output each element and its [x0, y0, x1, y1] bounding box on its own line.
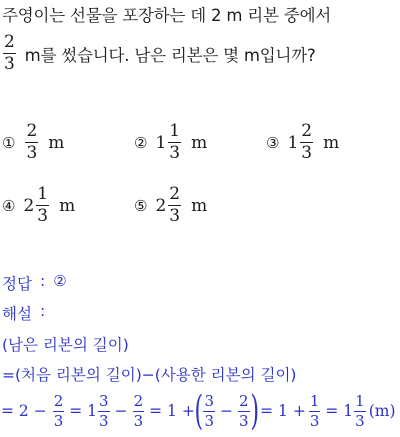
fraction-numerator: 2 — [4, 32, 15, 52]
explanation-label: 해설 — [2, 305, 32, 323]
eq-fraction — [354, 391, 366, 430]
answer-label: 정답 — [2, 275, 32, 293]
eq-fraction — [133, 391, 145, 430]
choice-unit: m — [191, 195, 208, 216]
choice-2[interactable] — [134, 123, 207, 162]
fraction-numerator: 1 — [169, 121, 181, 141]
choice-marker: ② — [134, 133, 148, 152]
question-line-2-text: m를 썼습니다. 남은 리본은 몇 m입니까? — [24, 45, 316, 65]
choice-marker: ④ — [2, 196, 16, 215]
eq-fraction — [238, 391, 250, 430]
choice-whole: 1 — [287, 132, 299, 153]
choice-unit: m — [191, 132, 208, 153]
fraction-numerator: 2 — [238, 391, 249, 410]
eq-term: − — [219, 402, 233, 420]
eq-fraction — [203, 391, 215, 430]
explanation-separator: : — [39, 302, 46, 320]
choice-3[interactable] — [266, 123, 339, 162]
fraction-numerator: 2 — [26, 121, 38, 141]
fraction-denominator: 3 — [37, 206, 49, 226]
choice-fraction — [168, 186, 181, 225]
fraction-numerator: 1 — [355, 391, 365, 410]
fraction-denominator: 3 — [204, 411, 214, 430]
eq-term: = 1 + — [260, 402, 306, 420]
right-paren: ) — [250, 388, 259, 434]
choice-1[interactable] — [2, 123, 64, 162]
question-line-1: 주영이는 선물을 포장하는 데 2 m 리본 중에서 — [2, 6, 332, 25]
choice-fraction — [25, 123, 38, 162]
eq-unit: (m) — [368, 402, 396, 420]
choice-marker: ③ — [266, 133, 280, 152]
fraction-numerator: 2 — [301, 121, 313, 141]
fraction-numerator: 2 — [53, 391, 64, 410]
question-line-2 — [2, 34, 316, 73]
choice-fraction — [36, 186, 49, 225]
fraction-denominator: 3 — [309, 411, 320, 430]
fraction-denominator: 3 — [133, 411, 144, 430]
answer-value: ② — [53, 272, 67, 290]
fraction-denominator: 3 — [53, 411, 64, 430]
eq-term: = 1 — [325, 402, 354, 420]
choice-whole: 2 — [23, 195, 35, 216]
explanation-equation — [1, 388, 396, 434]
eq-term: = 1 — [69, 402, 98, 420]
answer-line — [2, 272, 67, 294]
fraction-numerator: 2 — [133, 391, 144, 410]
eq-fraction — [53, 391, 65, 430]
fraction-denominator: 3 — [4, 54, 15, 74]
fraction-denominator: 3 — [169, 206, 181, 226]
choice-unit: m — [323, 132, 340, 153]
choice-unit: m — [59, 195, 76, 216]
explanation-line-1: (남은 리본의 길이) — [2, 336, 129, 354]
fraction-denominator: 3 — [26, 143, 38, 163]
choice-5[interactable] — [134, 186, 207, 225]
fraction-numerator: 3 — [204, 391, 214, 410]
choice-unit: m — [48, 132, 65, 153]
choice-marker: ① — [2, 133, 16, 152]
choice-fraction — [300, 123, 313, 162]
fraction-numerator: 3 — [99, 391, 109, 410]
fraction-numerator: 2 — [169, 184, 181, 204]
question-fraction — [3, 34, 16, 73]
eq-term: = 2 − — [1, 402, 47, 420]
fraction-denominator: 3 — [169, 143, 181, 163]
fraction-denominator: 3 — [99, 411, 109, 430]
explanation-header — [2, 302, 45, 324]
choice-fraction — [168, 123, 181, 162]
fraction-denominator: 3 — [355, 411, 365, 430]
eq-fraction — [98, 391, 110, 430]
eq-term: = 1 + — [149, 402, 195, 420]
choice-marker: ⑤ — [134, 196, 148, 215]
fraction-numerator: 1 — [309, 391, 320, 410]
choice-whole: 1 — [155, 132, 167, 153]
fraction-numerator: 1 — [37, 184, 49, 204]
choice-whole: 2 — [155, 195, 167, 216]
left-paren: ( — [194, 388, 203, 434]
fraction-denominator: 3 — [238, 411, 249, 430]
eq-term: − — [114, 402, 128, 420]
fraction-denominator: 3 — [301, 143, 313, 163]
answer-separator: : — [39, 272, 46, 290]
explanation-line-2: =(처음 리본의 길이)−(사용한 리본의 길이) — [2, 366, 297, 384]
choice-4[interactable] — [2, 186, 75, 225]
eq-fraction — [309, 391, 321, 430]
